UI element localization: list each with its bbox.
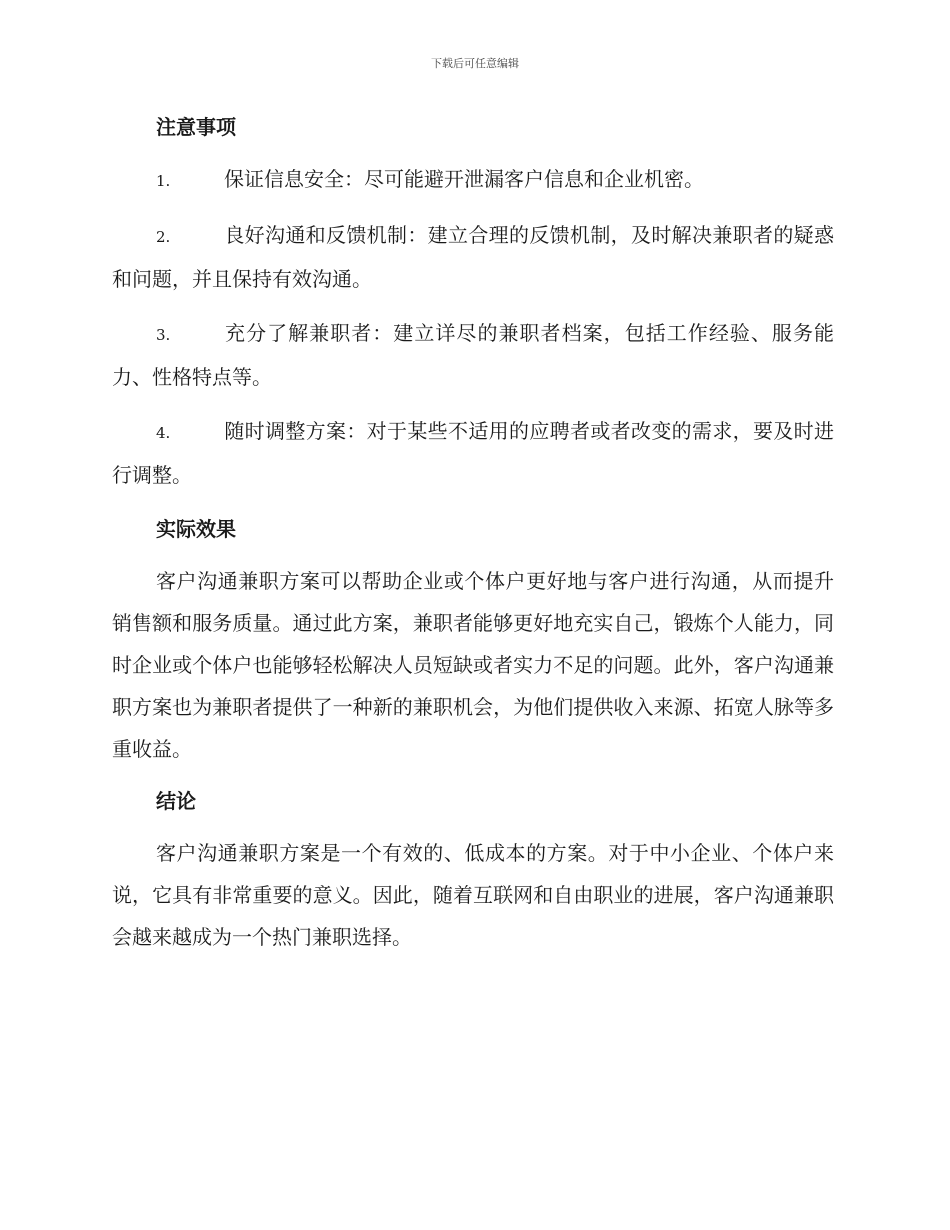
conclusion-paragraph: 客户沟通兼职方案是一个有效的、低成本的方案。对于中小企业、个体户来说，它具有非常重要的意义。因此，随着互联网和自由职业的进展，客户沟通兼职会越来越成为一个热门兼职选择。	[112, 841, 834, 949]
list-item-number: 1.	[156, 172, 171, 190]
section-heading-conclusion: 结论	[156, 789, 196, 813]
list-item-text: 随时调整方案：对于某些不适用的应聘者或者改变的需求，要及时进行调整。	[112, 419, 834, 487]
list-item-text: 良好沟通和反馈机制：建立合理的反馈机制，及时解决兼职者的疑惑和问题，并且保持有效沟通。	[112, 223, 834, 291]
effect-paragraph: 客户沟通兼职方案可以帮助企业或个体户更好地与客户进行沟通，从而提升销售额和服务质量。通过此方案，兼职者能够更好地充实自己，锻炼个人能力，同时企业或个体户也能够轻松解决人员短缺或者实力不足的问题。此外，客户沟通兼职方案也为兼职者提供了一种新的兼职机会，为他们提供收入来源、拓宽人脉等多重收益。	[112, 569, 834, 761]
list-item	[112, 214, 834, 300]
list-item	[112, 410, 834, 496]
list-item	[112, 312, 834, 398]
document-body	[112, 106, 834, 968]
list-item-text: 保证信息安全：尽可能避开泄漏客户信息和企业机密。	[224, 167, 704, 191]
section-heading-notes: 注意事项	[156, 115, 236, 139]
list-item-number: 2.	[156, 228, 171, 246]
list-item	[112, 158, 834, 202]
list-item-text: 充分了解兼职者：建立详尽的兼职者档案，包括工作经验、服务能力、性格特点等。	[112, 321, 834, 389]
section-heading-effect: 实际效果	[156, 517, 236, 541]
list-item-number: 3.	[156, 326, 171, 344]
list-item-number: 4.	[156, 424, 171, 442]
header-note: 下载后可任意编辑	[431, 57, 519, 70]
